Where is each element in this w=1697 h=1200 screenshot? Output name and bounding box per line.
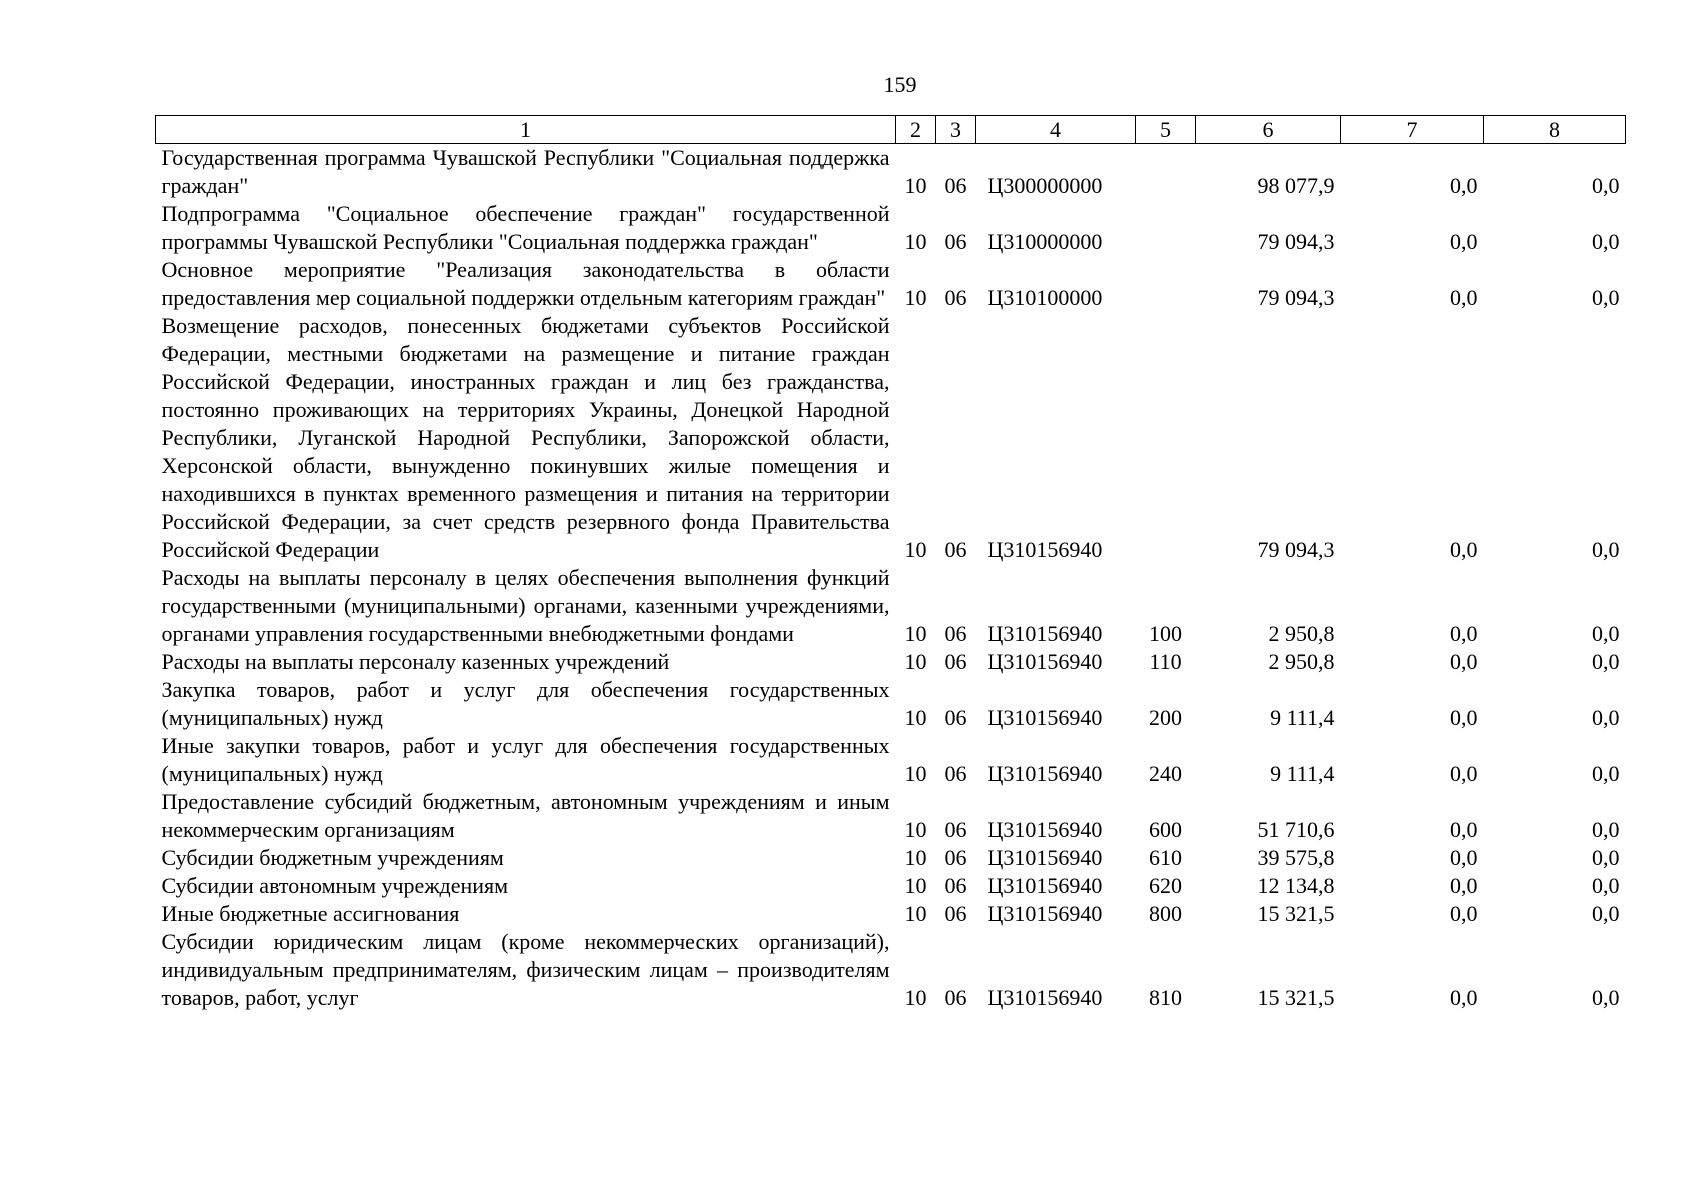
row-description: Субсидии юридическим лицам (кроме некоммерческих организаций), индивидуальным предпринимателям, физическим лицам – производителям товаров, работ, услуг	[161, 929, 890, 1010]
budget-table	[155, 115, 1626, 1012]
row-target-article: Ц310156940	[987, 817, 1103, 842]
row-value-7: 0,0	[1450, 649, 1478, 674]
row-expense-type: 600	[1149, 817, 1182, 842]
row-value-6: 98 077,9	[1257, 173, 1335, 198]
row-value-7: 0,0	[1450, 761, 1478, 786]
row-expense-type: 800	[1149, 901, 1182, 926]
row-value-8: 0,0	[1592, 901, 1620, 926]
row-target-article: Ц310156940	[987, 985, 1103, 1010]
row-target-article: Ц310156940	[987, 873, 1103, 898]
row-value-7: 0,0	[1450, 173, 1478, 198]
row-subsection: 06	[944, 705, 967, 730]
row-description: Предоставление субсидий бюджетным, автономным учреждениям и иным некоммерческим организациям	[161, 789, 890, 842]
row-description: Возмещение расходов, понесенных бюджетами субъектов Российской Федерации, местными бюджетами на размещение и питание граждан Российской Федерации, иностранных граждан и лиц без гражданства, постоянно проживающих на территориях Украины, Донецкой Народной Республики, Луганской Народной Республики, Запорожской области, Херсонской области, вынужденно покинувших жилые помещения и находившихся в пунктах временного размещения и питания на территории Российской Федерации, за счет средств резервного фонда Правительства Российской Федерации	[161, 313, 890, 562]
row-subsection: 06	[944, 537, 967, 562]
row-value-8: 0,0	[1592, 761, 1620, 786]
row-value-6: 12 134,8	[1257, 873, 1335, 898]
row-section: 10	[904, 285, 927, 310]
row-expense-type: 810	[1149, 985, 1182, 1010]
row-target-article: Ц310156940	[987, 621, 1103, 646]
row-target-article: Ц310156940	[987, 761, 1103, 786]
row-subsection: 06	[944, 649, 967, 674]
row-section: 10	[904, 845, 927, 870]
row-target-article: Ц300000000	[987, 173, 1103, 198]
row-value-6: 79 094,3	[1257, 285, 1335, 310]
header-col-2: 2	[896, 116, 936, 144]
header-col-8: 8	[1484, 116, 1626, 144]
row-description: Расходы на выплаты персоналу казенных учреждений	[161, 649, 670, 674]
row-section: 10	[904, 649, 927, 674]
table-row	[156, 900, 1626, 928]
row-value-8: 0,0	[1592, 845, 1620, 870]
row-expense-type: 620	[1149, 873, 1182, 898]
row-expense-type: 110	[1149, 649, 1182, 674]
row-expense-type: 240	[1149, 761, 1182, 786]
row-value-8: 0,0	[1592, 621, 1620, 646]
row-subsection: 06	[944, 173, 967, 198]
row-subsection: 06	[944, 985, 967, 1010]
page-number: 159	[883, 72, 917, 97]
table-row	[156, 928, 1626, 1012]
header-row	[156, 116, 1626, 144]
row-value-8: 0,0	[1592, 705, 1620, 730]
table-row	[156, 312, 1626, 564]
row-subsection: 06	[944, 285, 967, 310]
row-value-7: 0,0	[1450, 985, 1478, 1010]
table-row	[156, 676, 1626, 732]
budget-table-container	[155, 115, 1625, 1012]
row-description: Закупка товаров, работ и услуг для обеспечения государственных (муниципальных) нужд	[161, 677, 890, 730]
row-section: 10	[904, 705, 927, 730]
row-value-8: 0,0	[1592, 537, 1620, 562]
table-row	[156, 144, 1626, 201]
row-subsection: 06	[944, 229, 967, 254]
row-value-7: 0,0	[1450, 621, 1478, 646]
row-value-6: 2 950,8	[1268, 649, 1335, 674]
row-expense-type: 200	[1149, 705, 1182, 730]
row-value-7: 0,0	[1450, 537, 1478, 562]
row-description: Иные бюджетные ассигнования	[161, 901, 460, 926]
row-value-6: 9 111,4	[1270, 761, 1335, 786]
header-col-7: 7	[1341, 116, 1484, 144]
header-col-4: 4	[976, 116, 1136, 144]
row-expense-type: 100	[1149, 621, 1182, 646]
row-section: 10	[904, 901, 927, 926]
row-description: Государственная программа Чувашской Республики "Социальная поддержка граждан"	[161, 145, 890, 198]
table-row	[156, 564, 1626, 648]
row-description: Субсидии автономным учреждениям	[161, 873, 509, 898]
row-value-8: 0,0	[1592, 817, 1620, 842]
row-section: 10	[904, 761, 927, 786]
row-subsection: 06	[944, 761, 967, 786]
row-value-8: 0,0	[1592, 173, 1620, 198]
row-value-6: 2 950,8	[1268, 621, 1335, 646]
row-value-7: 0,0	[1450, 873, 1478, 898]
row-description: Подпрограмма "Социальное обеспечение граждан" государственной программы Чувашской Республики "Социальная поддержка граждан"	[161, 201, 890, 254]
header-col-1: 1	[156, 116, 896, 144]
row-value-8: 0,0	[1592, 229, 1620, 254]
table-row	[156, 844, 1626, 872]
row-value-7: 0,0	[1450, 229, 1478, 254]
row-section: 10	[904, 621, 927, 646]
row-value-6: 15 321,5	[1257, 901, 1335, 926]
row-section: 10	[904, 985, 927, 1010]
header-col-3: 3	[936, 116, 976, 144]
row-section: 10	[904, 817, 927, 842]
row-expense-type	[1136, 312, 1196, 564]
row-value-8: 0,0	[1592, 649, 1620, 674]
row-description: Расходы на выплаты персоналу в целях обеспечения выполнения функций государственными (муниципальными) органами, казенными учреждениями, органами управления государственными внебюджетными фондами	[161, 565, 890, 646]
row-value-6: 79 094,3	[1257, 229, 1335, 254]
row-section: 10	[904, 873, 927, 898]
row-section: 10	[904, 173, 927, 198]
row-subsection: 06	[944, 901, 967, 926]
row-target-article: Ц310156940	[987, 705, 1103, 730]
row-subsection: 06	[944, 845, 967, 870]
table-row	[156, 200, 1626, 256]
row-target-article: Ц310100000	[987, 285, 1103, 310]
header-col-6: 6	[1196, 116, 1341, 144]
row-value-7: 0,0	[1450, 705, 1478, 730]
table-row	[156, 648, 1626, 676]
row-subsection: 06	[944, 817, 967, 842]
row-value-6: 79 094,3	[1257, 537, 1335, 562]
table-body	[156, 144, 1626, 1013]
row-value-7: 0,0	[1450, 817, 1478, 842]
table-row	[156, 872, 1626, 900]
row-expense-type	[1136, 256, 1196, 312]
row-target-article: Ц310156940	[987, 537, 1103, 562]
row-expense-type	[1136, 144, 1196, 201]
row-value-8: 0,0	[1592, 285, 1620, 310]
row-description: Иные закупки товаров, работ и услуг для обеспечения государственных (муниципальных) нужд	[161, 733, 890, 786]
row-subsection: 06	[944, 873, 967, 898]
row-value-7: 0,0	[1450, 901, 1478, 926]
row-section: 10	[904, 537, 927, 562]
row-value-8: 0,0	[1592, 873, 1620, 898]
row-target-article: Ц310156940	[987, 901, 1103, 926]
table-header	[156, 116, 1626, 144]
table-row	[156, 732, 1626, 788]
header-col-5: 5	[1136, 116, 1196, 144]
row-value-6: 51 710,6	[1257, 817, 1335, 842]
row-value-6: 39 575,8	[1257, 845, 1335, 870]
row-value-7: 0,0	[1450, 285, 1478, 310]
row-description: Субсидии бюджетным учреждениям	[161, 845, 504, 870]
row-value-8: 0,0	[1592, 985, 1620, 1010]
row-value-6: 9 111,4	[1270, 705, 1335, 730]
table-row	[156, 788, 1626, 844]
row-target-article: Ц310156940	[987, 845, 1103, 870]
row-section: 10	[904, 229, 927, 254]
row-value-7: 0,0	[1450, 845, 1478, 870]
row-description: Основное мероприятие "Реализация законодательства в области предоставления мер социальной поддержки отдельным категориям граждан"	[161, 257, 890, 310]
row-expense-type: 610	[1149, 845, 1182, 870]
row-target-article: Ц310000000	[987, 229, 1103, 254]
row-target-article: Ц310156940	[987, 649, 1103, 674]
row-expense-type	[1136, 200, 1196, 256]
row-value-6: 15 321,5	[1257, 985, 1335, 1010]
table-row	[156, 256, 1626, 312]
row-subsection: 06	[944, 621, 967, 646]
